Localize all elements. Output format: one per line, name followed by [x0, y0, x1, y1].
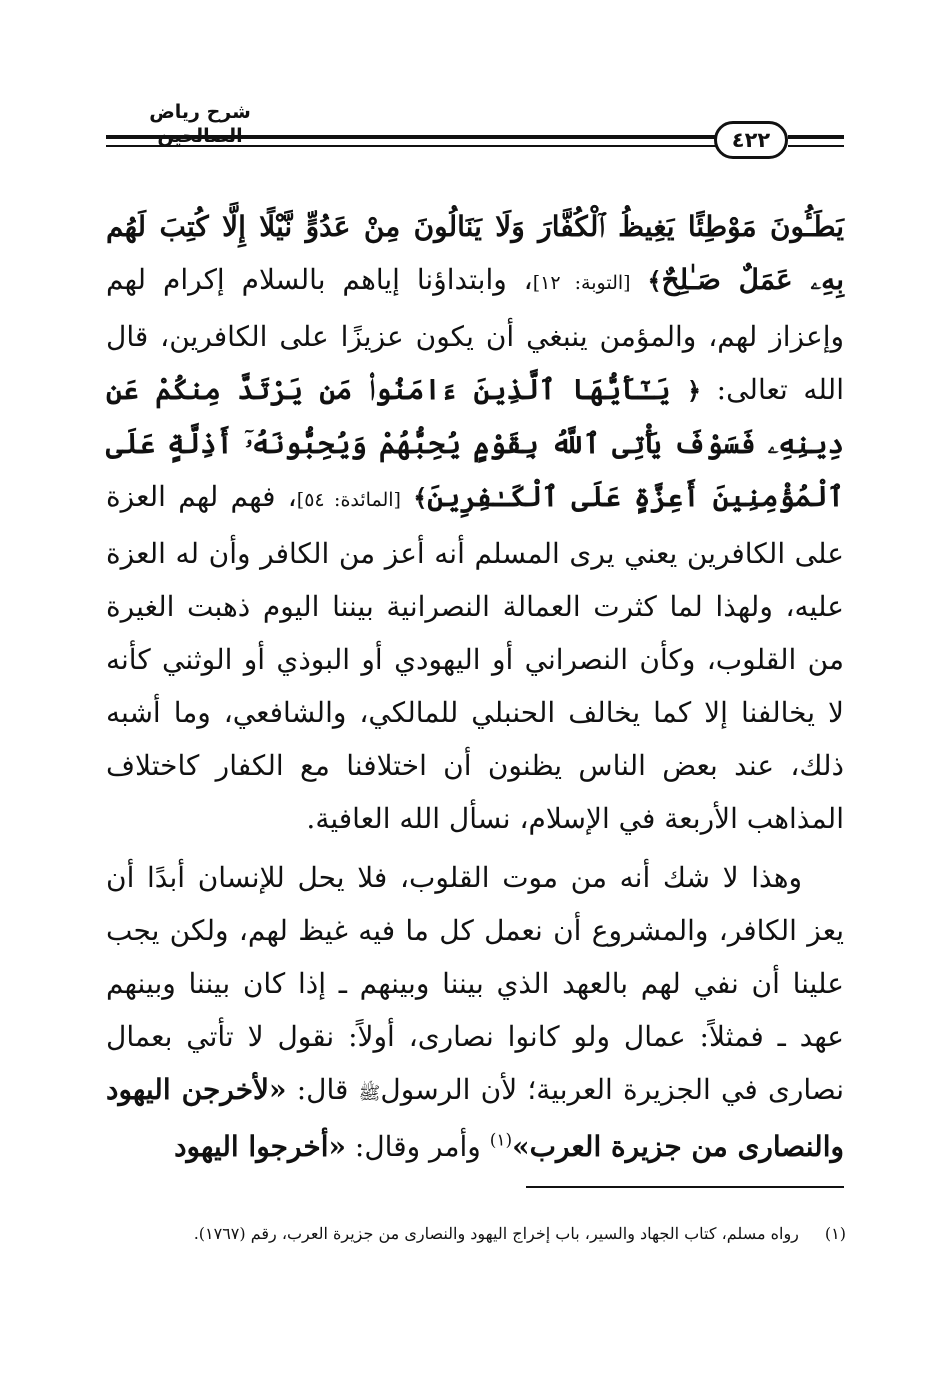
body-text: ، وابتداؤنا إياهم بالسلام إكرام لهم وإعزاز لهم، والمؤمن ينبغي أن يكون عزيزًا على الكافرين، قال الله تعالى:: [106, 263, 844, 406]
hadith-quote-2: «أخرجوا اليهود: [174, 1130, 346, 1163]
hadith-quote-1: «لأخرجن اليهود والنصارى من جزيرة العرب»: [106, 1073, 844, 1163]
header-rule-thin-right: [788, 145, 844, 147]
footnote-reference: (١): [489, 1130, 513, 1151]
footnote-number: (١): [824, 1224, 846, 1243]
sallallah-glyph: ﷺ: [358, 1083, 381, 1104]
footnote: [106, 1222, 846, 1246]
body-text: ، فهم لهم العزة على الكافرين يعني يرى المسلم أنه أعز من الكافر وأن له العزة عليه، ولهذا لما كثرت العمالة النصرانية بيننا اليوم ذهبت الغيرة من القلوب، وكأن النصراني أو اليهودي أو البوذي أو الوثني كأنه لا يخالفنا إلا كما يخالف الحنبلي للمالكي، والشافعي، وما أشبه ذلك، عند بعض الناس يظنون أن اختلافنا مع الكفار كاختلاف المذاهب الأربعة في الإسلام، نسأل الله العافية.: [106, 480, 844, 835]
running-header-title: شرح رياض: [149, 101, 251, 123]
header-rule-thin: [106, 145, 716, 147]
verse-reference-2: [المائدة: ٥٤]: [296, 489, 401, 511]
quran-verse-1: يَطَـُٔونَ مَوْطِئًا يَغِيظُ ٱلْكُفَّارَ وَلَا يَنَالُونَ مِنْ عَدُوٍّ نَّيْلًا إِلَّا كُتِبَ لَهُم بِهِۦ عَمَلٌ صَـٰلِحٌ﴾: [106, 210, 844, 296]
paragraph-2: [106, 851, 844, 1173]
quran-verse-2: ﴿ يَـٰٓأَيُّهَا ٱلَّذِينَ ءَامَنُوا۟ مَن يَرْتَدَّ مِنكُمْ عَن دِينِهِۦ فَسَوْفَ يَأْتِى ٱللَّهُ بِقَوْمٍ يُحِبُّهُمْ وَيُحِبُّونَهُۥٓ أَذِلَّةٍ عَلَى ٱلْمُؤْمِنِينَ أَعِزَّةٍ عَلَى ٱلْكَـٰفِرِينَ﴾: [106, 373, 844, 513]
footnote-text: رواه مسلم، كتاب الجهاد والسير، باب إخراج اليهود والنصارى من جزيرة العرب، رقم (١٧٦٧).: [193, 1224, 799, 1243]
quran-close-ornament: ﴾: [647, 266, 662, 295]
body-text: وأمر وقال:: [354, 1130, 481, 1163]
body-text: وهذا لا شك أنه من موت القلوب، فلا يحل للإنسان أبدًا أن يعز الكافر، والمشروع أن نعمل كل ما فيه غيظ لهم، ولكن يجب علينا أن نفي لهم بالعهد الذي بيننا وبينهم ـ إذا كان بيننا وبينهم عهد ـ فمثلاً: عمال ولو كانوا نصارى، أولاً: نقول لا تأتي بعمال نصارى في الجزيرة العربية؛ لأن الرسول: [106, 861, 845, 1106]
quran-open-ornament: ﴿: [686, 376, 702, 405]
header-rule-thick: [106, 135, 716, 139]
header-rule-thick-right: [788, 135, 844, 139]
body-text: قال:: [296, 1073, 349, 1106]
main-text: [106, 200, 844, 1173]
page-number-badge: ٤٢٢: [714, 121, 788, 159]
footnote-separator: [526, 1186, 844, 1188]
paragraph-1: [106, 200, 844, 845]
quran-close-ornament: ﴾: [413, 483, 428, 512]
verse-reference-1: [التوبة: ١٢]: [532, 272, 631, 294]
